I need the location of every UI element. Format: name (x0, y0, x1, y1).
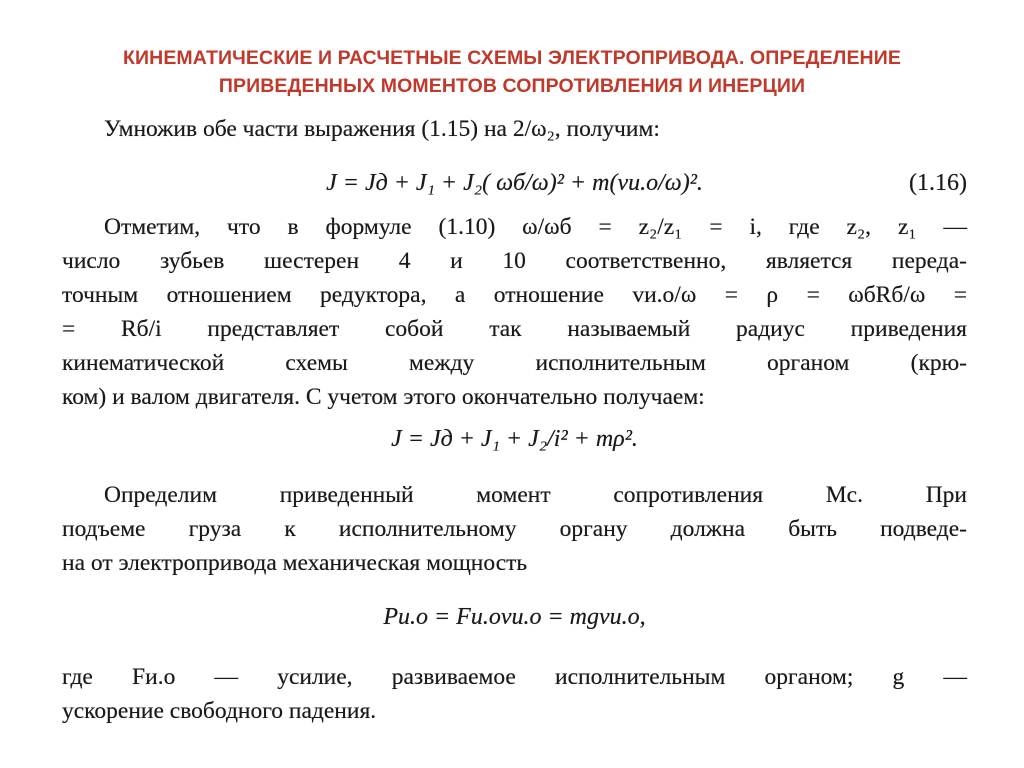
paragraph-4 (62, 660, 967, 728)
paragraph-line: Определим приведенный момент сопротивления Mc. При (104, 482, 967, 508)
slide-title (40, 44, 984, 100)
paragraph-line: точным отношением редуктора, а отношение vи.о/ω = ρ = ωбRб/ω = (62, 282, 967, 308)
paragraph-line: = Rб/i представляет собой так называемый радиус приведения (62, 316, 967, 342)
paragraph-line: на от электропривода механическая мощность (62, 550, 528, 576)
paragraph-line: где Fи.о — усилие, развиваемое исполнительным органом; g — (62, 664, 967, 690)
paragraph-line: ускорение свободного падения. (62, 698, 377, 724)
paragraph-line: подъеме груза к исполнительному органу должна быть подведе- (62, 516, 967, 542)
formula-inertia-final-expression: J = Jд + J₁ + J₂/i² + mρ². (391, 426, 638, 452)
paragraph-line: Отметим, что в формуле (1.10) ω/ωб = z₂/z₁ = i, где z₂, z₁ — (104, 214, 967, 240)
slide-title-line-1: КИНЕМАТИЧЕСКИЕ И РАСЧЕТНЫЕ СХЕМЫ ЭЛЕКТРОПРИВОДА. ОПРЕДЕЛЕНИЕ (123, 47, 901, 69)
paragraph-line: ком) и валом двигателя. С учетом этого окончательно получаем: (62, 384, 705, 410)
paragraph-line: число зубьев шестерен 4 и 10 соответственно, является переда- (62, 248, 967, 274)
slide-title-line-2: ПРИВЕДЕННЫХ МОМЕНТОВ СОПРОТИВЛЕНИЯ И ИНЕРЦИИ (218, 75, 806, 97)
formula-inertia-final (62, 422, 967, 472)
formula-power-expression: Pи.о = Fи.оvи.о = mgvи.о, (383, 604, 646, 630)
intro-text: Умножив обе части выражения (1.15) на 2/ω₂, получим: (104, 116, 660, 142)
formula-number: (1.16) (909, 170, 967, 196)
formula-1-16-expression: J = Jд + J₁ + J₂( ωб/ω)² + m(vи.о/ω)². (326, 170, 703, 196)
paragraph-2 (62, 210, 967, 414)
paragraph-line: кинематической схемы между исполнительным органом (крю- (62, 350, 967, 376)
formula-power (62, 600, 967, 654)
paragraph-3 (62, 478, 967, 580)
document-body (62, 112, 967, 728)
formula-1-16 (62, 166, 967, 210)
